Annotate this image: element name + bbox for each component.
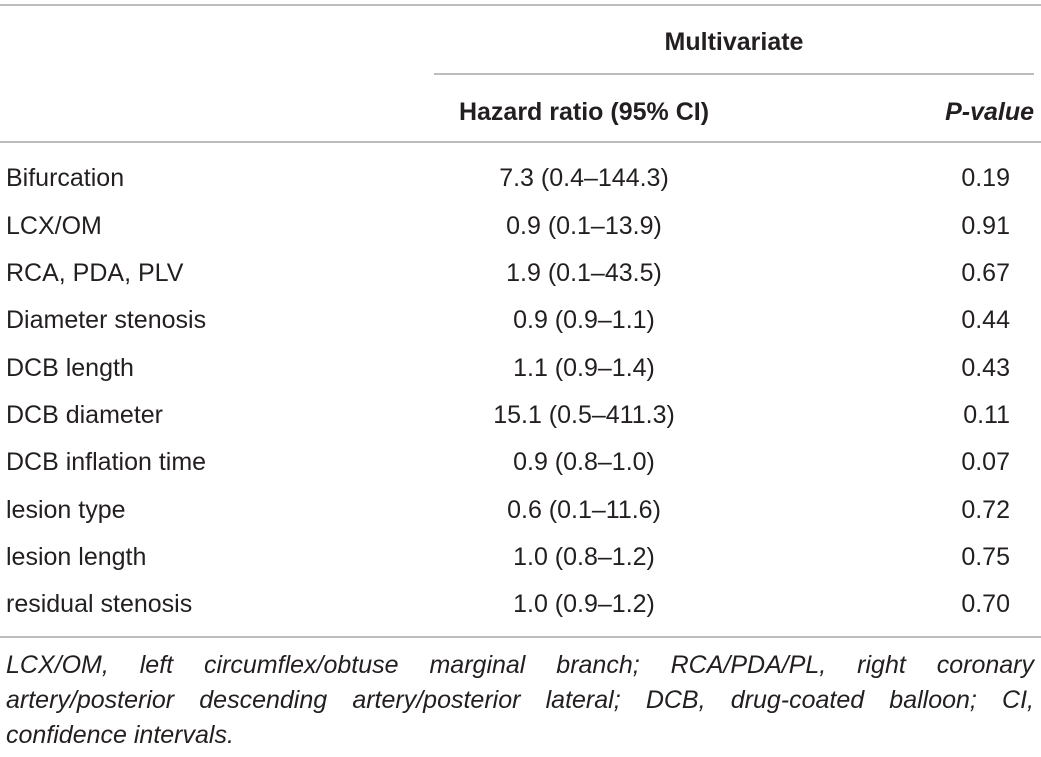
p-value-cell: 0.75	[961, 543, 1010, 571]
row-label: lesion length	[6, 543, 147, 571]
row-label: DCB diameter	[6, 401, 163, 429]
table-row	[0, 391, 1041, 439]
p-value-cell: 0.70	[961, 590, 1010, 618]
row-label: Bifurcation	[6, 164, 125, 192]
hazard-ratio-cell: 1.9 (0.1–43.5)	[506, 259, 662, 287]
row-label: LCX/OM	[6, 212, 102, 240]
table-row	[0, 202, 1041, 250]
table-row	[0, 533, 1041, 581]
row-label: residual stenosis	[6, 590, 193, 618]
table-footnote: LCX/OM, left circumflex/obtuse marginal branch; RCA/PDA/PL, right coronary artery/posterior descending artery/posterior lateral; DCB, drug-coated balloon; CI, confidence intervals.	[6, 651, 1034, 749]
hazard-ratio-cell: 0.9 (0.8–1.0)	[513, 448, 655, 476]
row-label: DCB length	[6, 354, 134, 382]
hazard-ratio-cell: 0.9 (0.1–13.9)	[506, 212, 662, 240]
p-value-cell: 0.72	[961, 496, 1010, 524]
row-label: RCA, PDA, PLV	[6, 259, 184, 287]
p-value-cell: 0.07	[961, 448, 1010, 476]
hazard-ratio-column-header: Hazard ratio (95% CI)	[458, 98, 710, 126]
table-row	[0, 154, 1041, 202]
row-label: lesion type	[6, 496, 126, 524]
row-label: Diameter stenosis	[6, 306, 207, 334]
table-row	[0, 580, 1041, 628]
p-value-cell: 0.44	[961, 306, 1010, 334]
hazard-ratio-cell: 1.0 (0.9–1.2)	[513, 590, 655, 618]
hazard-ratio-cell: 1.0 (0.8–1.2)	[513, 543, 655, 571]
table-row	[0, 344, 1041, 392]
p-value-cell: 0.91	[961, 212, 1010, 240]
p-value-column-header: P-value	[945, 98, 1034, 126]
p-value-cell: 0.43	[961, 354, 1010, 382]
hazard-ratio-cell: 7.3 (0.4–144.3)	[499, 164, 669, 192]
hazard-ratio-cell: 15.1 (0.5–411.3)	[493, 401, 675, 429]
table-top-rule	[0, 4, 1041, 6]
hazard-ratio-cell: 0.9 (0.9–1.1)	[513, 306, 655, 334]
table-row	[0, 438, 1041, 486]
table-row	[0, 486, 1041, 534]
p-value-cell: 0.19	[961, 164, 1010, 192]
multivariate-group-header: Multivariate	[664, 28, 804, 56]
hazard-ratio-cell: 0.6 (0.1–11.6)	[507, 496, 661, 524]
row-label: DCB inflation time	[6, 448, 207, 476]
p-value-cell: 0.67	[961, 259, 1010, 287]
header-bottom-rule	[0, 141, 1041, 143]
hazard-ratio-cell: 1.1 (0.9–1.4)	[513, 354, 655, 382]
p-value-cell: 0.11	[963, 401, 1010, 429]
group-header-rule	[434, 73, 1034, 75]
table-row	[0, 249, 1041, 297]
table-row	[0, 296, 1041, 344]
table-bottom-rule	[0, 636, 1041, 638]
